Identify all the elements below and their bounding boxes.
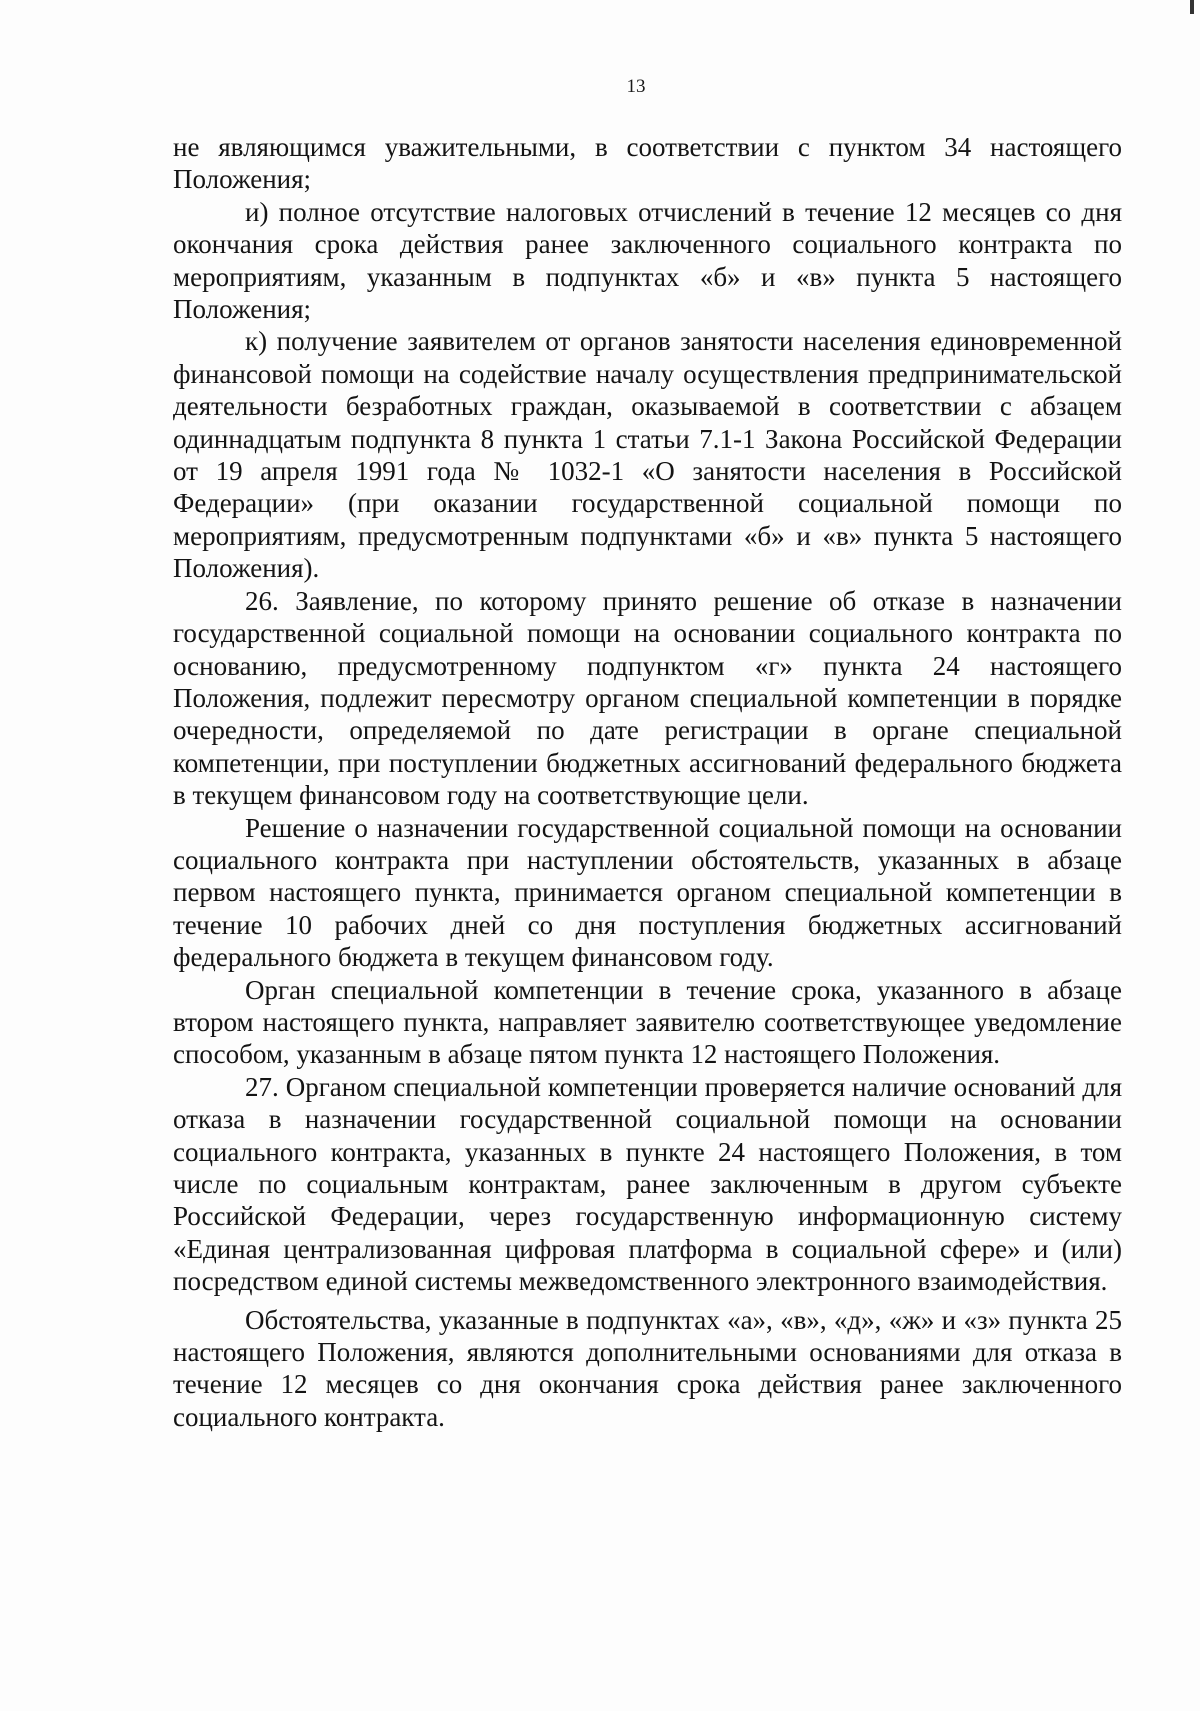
paragraph-item-i: и) полное отсутствие налоговых отчислений в течение 12 месяцев со дня окончания срока действия ранее заключенного социального контракта по мероприятиям, указанным в подпунктах «б» и «в» пункта 5 настоящего Положения; (173, 196, 1122, 325)
paragraph-continuation: не являющимся уважительными, в соответствии с пунктом 34 настоящего Положения; (173, 132, 1122, 195)
paragraph-item-k: к) получение заявителем от органов занятости населения единовременной финансовой помощи на содействие началу осуществления предпринимательской деятельности безработных граждан, оказываемой в соответствии с абзацем одиннадцатым подпункта 8 пункта 1 статьи 7.1-1 Закона Российской Федерации от 19 апреля 1991 года № 1032-1 «О занятости населения в Российской Федерации» (при оказании государственной социальной помощи по мероприятиям, предусмотренным подпунктами «б» и «в» пункта 5 настоящего Положения). (173, 326, 1122, 584)
paragraph-26: 26. Заявление, по которому принято решение об отказе в назначении государственной социальной помощи на основании социального контракта по основанию, предусмотренному подпунктом «г» пункта 24 настоящего Положения, подлежит пересмотру органом специальной компетенции в порядке очередности, определяемой по дате регистрации в органе специальной компетенции, при поступлении бюджетных ассигнований федерального бюджета в текущем финансовом году на соответствующие цели. (173, 585, 1122, 811)
scan-mark (1190, 0, 1194, 14)
page-number: 13 (626, 76, 646, 97)
document-body (173, 131, 1122, 1433)
paragraph-27: 27. Органом специальной компетенции проверяется наличие оснований для отказа в назначении государственной социальной помощи на основании социального контракта, указанных в пункте 24 настоящего Положения, в том числе по социальным контрактам, ранее заключенным в другом субъекте Российской Федерации, через государственную информационную систему «Единая централизованная цифровая платформа в социальной сфере» и (или) посредством единой системы межведомственного электронного взаимодействия. (173, 1071, 1122, 1297)
paragraph-27-circumstances: Обстоятельства, указанные в подпунктах «а», «в», «д», «ж» и «з» пункта 25 настоящего Положения, являются дополнительными основаниями для отказа в течение 12 месяцев со дня окончания срока действия ранее заключенного социального контракта. (173, 1304, 1122, 1432)
paragraph-26-notice: Орган специальной компетенции в течение срока, указанного в абзаце втором настоящего пункта, направляет заявителю соответствующее уведомление способом, указанным в абзаце пятом пункта 12 настоящего Положения. (173, 974, 1122, 1070)
paragraph-26-decision: Решение о назначении государственной социальной помощи на основании социального контракта при наступлении обстоятельств, указанных в абзаце первом настоящего пункта, принимается органом специальной компетенции в течение 10 рабочих дней со дня поступления бюджетных ассигнований федерального бюджета в текущем финансовом году. (173, 812, 1122, 973)
